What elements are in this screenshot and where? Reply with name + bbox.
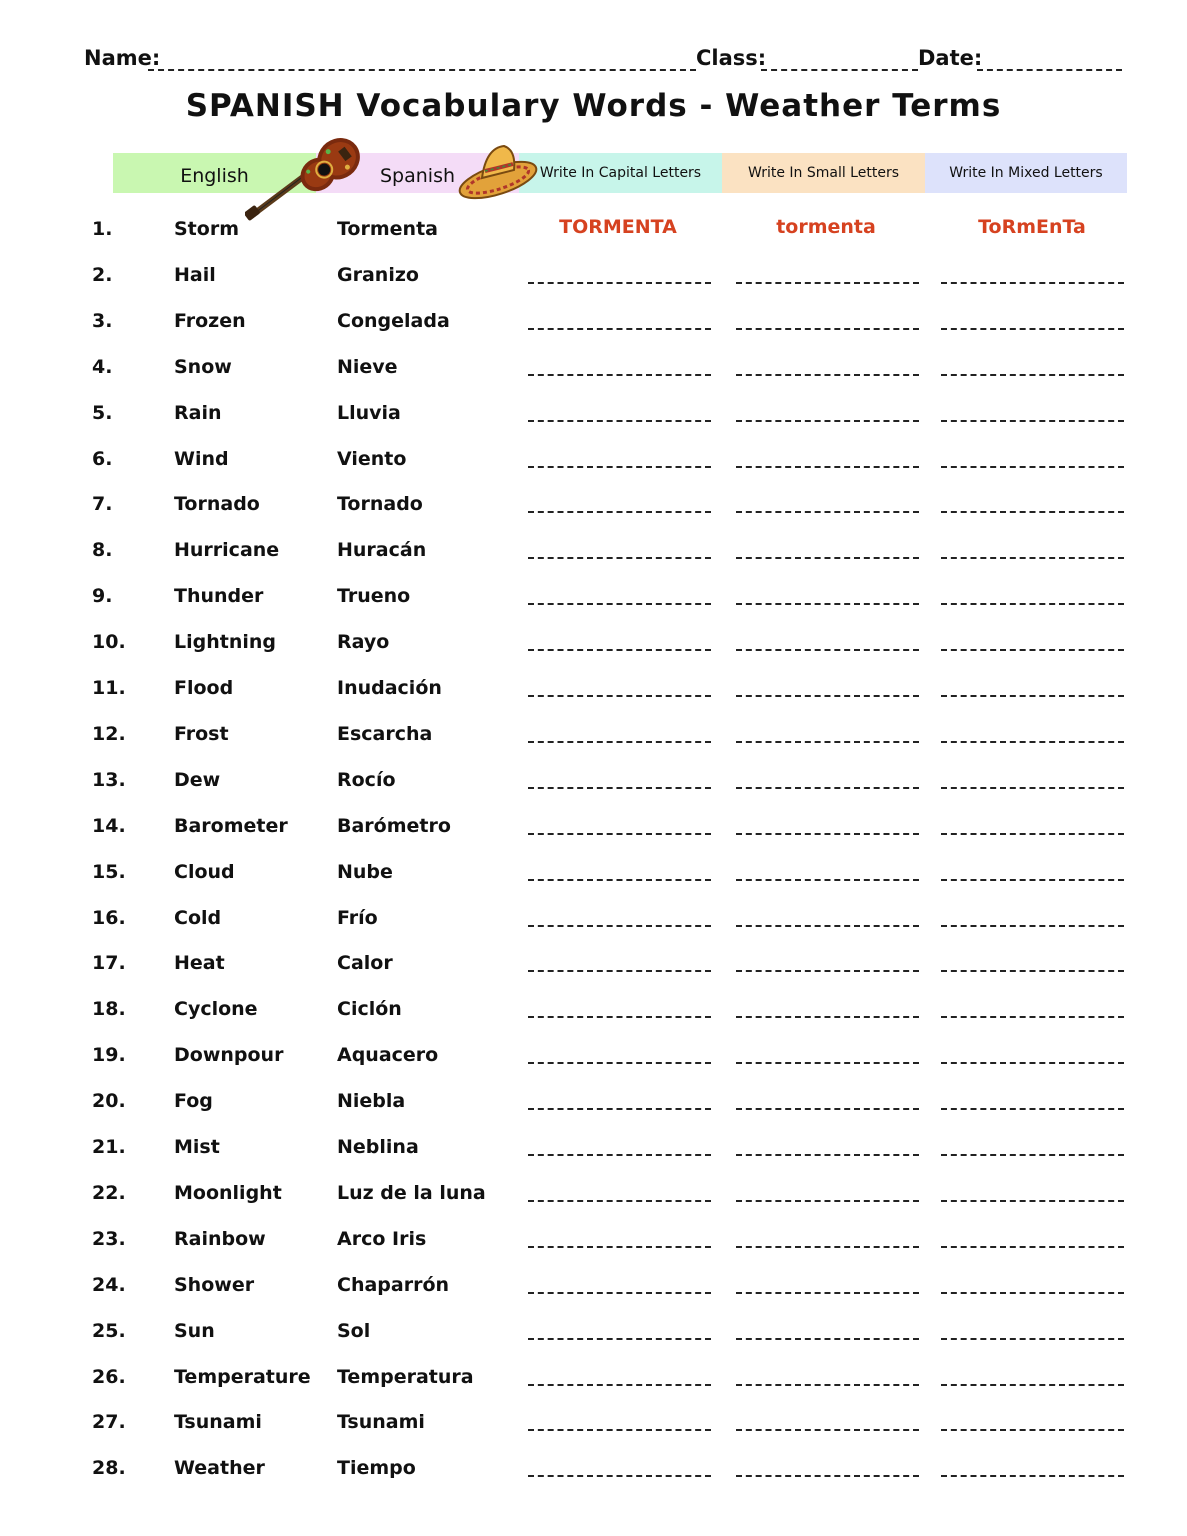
vocab-row (0, 715, 1187, 755)
small-letters-blank[interactable] (736, 925, 919, 927)
spanish-word: Frío (337, 906, 378, 929)
capital-letters-blank[interactable] (528, 787, 711, 789)
vocab-row (0, 485, 1187, 525)
english-word: Downpour (174, 1044, 284, 1067)
vocab-row (0, 348, 1187, 388)
row-number: 3. (92, 309, 113, 332)
name-label: Name: (84, 46, 161, 70)
english-word: Cyclone (174, 998, 258, 1021)
mixed-letters-blank[interactable] (941, 1016, 1124, 1018)
mixed-letters-blank[interactable] (941, 603, 1124, 605)
small-letters-blank[interactable] (736, 1475, 919, 1477)
mixed-letters-blank[interactable] (941, 1429, 1124, 1431)
capital-letters-blank[interactable] (528, 1429, 711, 1431)
small-letters-blank[interactable] (736, 511, 919, 513)
vocab-row (0, 1312, 1187, 1352)
small-letters-blank[interactable] (736, 1108, 919, 1110)
capital-letters-blank[interactable] (528, 1062, 711, 1064)
small-letters-blank[interactable] (736, 557, 919, 559)
small-letters-blank[interactable] (736, 1246, 919, 1248)
vocab-row (0, 1036, 1187, 1076)
capital-letters-blank[interactable] (528, 511, 711, 513)
capital-letters-blank[interactable] (528, 374, 711, 376)
spanish-word: Neblina (337, 1136, 419, 1158)
english-column-header: English (113, 153, 316, 193)
capital-letters-column-header: Write In Capital Letters (519, 153, 722, 193)
spanish-word: Rayo (337, 631, 390, 654)
vocab-row (0, 256, 1187, 296)
capital-letters-blank[interactable] (528, 1200, 711, 1202)
row-number: 23. (92, 1227, 126, 1250)
vocab-row (0, 577, 1187, 617)
mixed-letters-blank[interactable] (941, 282, 1124, 284)
english-word: Hurricane (174, 539, 280, 562)
small-letters-blank[interactable] (736, 970, 919, 972)
small-letters-blank[interactable] (736, 374, 919, 376)
mixed-letters-blank[interactable] (941, 741, 1124, 743)
small-letters-column-header: Write In Small Letters (722, 153, 925, 193)
mixed-letters-blank[interactable] (941, 557, 1124, 559)
english-word: Tornado (174, 493, 260, 516)
small-letters-blank[interactable] (736, 1154, 919, 1156)
vocab-row (0, 669, 1187, 709)
capital-letters-blank[interactable] (528, 833, 711, 835)
capital-letters-blank[interactable] (528, 1384, 711, 1386)
spanish-word: Aquacero (337, 1044, 439, 1067)
vocab-row (0, 944, 1187, 984)
spanish-column-header: Spanish (316, 153, 519, 193)
capital-letters-blank[interactable] (528, 649, 711, 651)
row-number: 21. (92, 1136, 126, 1158)
english-word: Tsunami (174, 1411, 262, 1434)
small-letters-blank[interactable] (736, 1016, 919, 1018)
english-word: Flood (174, 677, 234, 699)
mixed-letters-blank[interactable] (941, 1292, 1124, 1294)
vocab-row (0, 1082, 1187, 1122)
example-small-letters: tormenta (776, 216, 876, 238)
spanish-word: Viento (337, 447, 407, 470)
english-word: Sun (174, 1319, 215, 1342)
spanish-word: Chaparrón (337, 1273, 450, 1296)
example-capital-letters: TORMENTA (559, 216, 677, 238)
capital-letters-blank[interactable] (528, 741, 711, 743)
row-number: 8. (92, 539, 113, 562)
row-number: 28. (92, 1457, 126, 1480)
row-number: 16. (92, 906, 126, 929)
small-letters-blank[interactable] (736, 879, 919, 881)
sombrero-icon (456, 138, 542, 202)
mixed-letters-blank[interactable] (941, 925, 1124, 927)
spanish-word: Calor (337, 952, 393, 975)
row-number: 18. (92, 998, 126, 1021)
spanish-word: Luz de la luna (337, 1181, 486, 1204)
english-word: Cloud (174, 860, 235, 883)
mixed-letters-blank[interactable] (941, 1338, 1124, 1340)
mixed-letters-blank[interactable] (941, 1200, 1124, 1202)
capital-letters-blank[interactable] (528, 925, 711, 927)
small-letters-blank[interactable] (736, 420, 919, 422)
spanish-word: Granizo (337, 263, 419, 286)
date-field[interactable] (977, 69, 1122, 71)
row-number: 7. (92, 493, 113, 516)
example-mixed-letters: ToRmEnTa (978, 216, 1086, 238)
small-letters-blank[interactable] (736, 466, 919, 468)
spanish-word: Rocío (337, 768, 396, 791)
english-word: Fog (174, 1090, 213, 1113)
english-word: Frost (174, 722, 229, 745)
vocab-row (0, 1449, 1187, 1489)
vocab-row (0, 1403, 1187, 1443)
row-number: 12. (92, 722, 126, 745)
vocab-row (0, 1174, 1187, 1214)
capital-letters-blank[interactable] (528, 557, 711, 559)
capital-letters-blank[interactable] (528, 1475, 711, 1477)
page-title: SPANISH Vocabulary Words - Weather Terms (185, 88, 1002, 124)
class-field[interactable] (761, 69, 918, 71)
small-letters-blank[interactable] (736, 328, 919, 330)
row-number: 10. (92, 631, 126, 654)
class-label: Class: (696, 46, 767, 70)
row-number: 22. (92, 1181, 126, 1204)
capital-letters-blank[interactable] (528, 1154, 711, 1156)
small-letters-blank[interactable] (736, 787, 919, 789)
spanish-word: Huracán (337, 539, 427, 562)
mixed-letters-blank[interactable] (941, 787, 1124, 789)
spanish-word: Tsunami (337, 1411, 425, 1434)
spanish-word: Barómetro (337, 814, 451, 837)
spanish-word: Congelada (337, 309, 450, 332)
capital-letters-blank[interactable] (528, 695, 711, 697)
row-number: 15. (92, 860, 126, 883)
row-number: 2. (92, 263, 113, 286)
mixed-letters-blank[interactable] (941, 649, 1124, 651)
small-letters-blank[interactable] (736, 282, 919, 284)
spanish-word: Escarcha (337, 722, 433, 745)
english-word: Shower (174, 1273, 255, 1296)
mixed-letters-blank[interactable] (941, 420, 1124, 422)
mixed-letters-blank[interactable] (941, 695, 1124, 697)
mixed-letters-blank[interactable] (941, 1062, 1124, 1064)
vocab-row (0, 1266, 1187, 1306)
vocab-row (0, 899, 1187, 939)
small-letters-blank[interactable] (736, 695, 919, 697)
spanish-word: Tormenta (337, 218, 438, 240)
small-letters-blank[interactable] (736, 1062, 919, 1064)
mixed-letters-blank[interactable] (941, 1246, 1124, 1248)
spanish-word: Arco Iris (337, 1227, 427, 1250)
mixed-letters-blank[interactable] (941, 1384, 1124, 1386)
spanish-word: Trueno (337, 585, 411, 608)
vocab-row (0, 761, 1187, 801)
english-word: Moonlight (174, 1181, 282, 1204)
row-number: 13. (92, 768, 126, 791)
row-number: 4. (92, 355, 113, 378)
mixed-letters-blank[interactable] (941, 328, 1124, 330)
capital-letters-blank[interactable] (528, 328, 711, 330)
row-number: 1. (92, 218, 113, 240)
english-word: Rainbow (174, 1227, 266, 1250)
spanish-word: Temperatura (337, 1365, 474, 1388)
vocab-row (0, 853, 1187, 893)
mixed-letters-blank[interactable] (941, 833, 1124, 835)
spanish-word: Sol (337, 1319, 371, 1342)
small-letters-blank[interactable] (736, 741, 919, 743)
student-info-line (84, 46, 1124, 76)
vocab-row (0, 807, 1187, 847)
english-word: Snow (174, 355, 232, 378)
vocab-row (0, 440, 1187, 480)
capital-letters-blank[interactable] (528, 1338, 711, 1340)
english-word: Dew (174, 768, 221, 791)
row-number: 19. (92, 1044, 126, 1067)
english-word: Cold (174, 906, 222, 929)
small-letters-blank[interactable] (736, 1384, 919, 1386)
mixed-letters-blank[interactable] (941, 879, 1124, 881)
spanish-word: Lluvia (337, 401, 401, 424)
mixed-letters-column-header: Write In Mixed Letters (925, 153, 1127, 193)
capital-letters-blank[interactable] (528, 970, 711, 972)
english-word: Heat (174, 952, 225, 975)
small-letters-blank[interactable] (736, 1200, 919, 1202)
vocab-row (0, 531, 1187, 571)
english-word: Lightning (174, 631, 276, 654)
capital-letters-blank[interactable] (528, 1016, 711, 1018)
capital-letters-blank[interactable] (528, 1246, 711, 1248)
row-number: 17. (92, 952, 126, 975)
row-number: 20. (92, 1090, 126, 1113)
spanish-word: Ciclón (337, 998, 402, 1021)
small-letters-blank[interactable] (736, 833, 919, 835)
mixed-letters-blank[interactable] (941, 466, 1124, 468)
vocab-row (0, 394, 1187, 434)
vocab-row (0, 1128, 1187, 1168)
row-number: 6. (92, 447, 113, 470)
vocab-row (0, 302, 1187, 342)
english-word: Frozen (174, 309, 246, 332)
mixed-letters-blank[interactable] (941, 1154, 1124, 1156)
small-letters-blank[interactable] (736, 603, 919, 605)
row-number: 26. (92, 1365, 126, 1388)
mixed-letters-blank[interactable] (941, 1108, 1124, 1110)
vocab-row (0, 1220, 1187, 1260)
capital-letters-blank[interactable] (528, 420, 711, 422)
vocab-row (0, 990, 1187, 1030)
spanish-word: Tiempo (337, 1457, 416, 1480)
english-word: Mist (174, 1136, 220, 1158)
mixed-letters-blank[interactable] (941, 970, 1124, 972)
row-number: 14. (92, 814, 126, 837)
date-label: Date: (918, 46, 983, 70)
english-word: Temperature (174, 1365, 311, 1388)
small-letters-blank[interactable] (736, 1429, 919, 1431)
capital-letters-blank[interactable] (528, 1292, 711, 1294)
english-word: Weather (174, 1457, 265, 1480)
mixed-letters-blank[interactable] (941, 511, 1124, 513)
capital-letters-blank[interactable] (528, 466, 711, 468)
vocab-row (0, 1358, 1187, 1398)
row-number: 11. (92, 677, 126, 699)
capital-letters-blank[interactable] (528, 879, 711, 881)
english-word: Hail (174, 263, 216, 286)
english-word: Rain (174, 401, 222, 424)
english-word: Barometer (174, 814, 288, 837)
row-number: 9. (92, 585, 113, 608)
spanish-word: Nube (337, 860, 393, 883)
small-letters-blank[interactable] (736, 649, 919, 651)
mixed-letters-blank[interactable] (941, 374, 1124, 376)
spanish-word: Niebla (337, 1090, 406, 1113)
spanish-word: Tornado (337, 493, 423, 516)
capital-letters-blank[interactable] (528, 603, 711, 605)
english-word: Storm (174, 218, 239, 240)
row-number: 25. (92, 1319, 126, 1342)
english-word: Thunder (174, 585, 264, 608)
name-field[interactable] (148, 69, 696, 71)
vocab-row (0, 623, 1187, 663)
mixed-letters-blank[interactable] (941, 1475, 1124, 1477)
english-word: Wind (174, 447, 229, 470)
spanish-word: Nieve (337, 355, 398, 378)
spanish-word: Inudación (337, 677, 442, 699)
small-letters-blank[interactable] (736, 1292, 919, 1294)
row-number: 27. (92, 1411, 126, 1434)
capital-letters-blank[interactable] (528, 1108, 711, 1110)
row-number: 24. (92, 1273, 126, 1296)
vocab-row (0, 210, 1187, 250)
small-letters-blank[interactable] (736, 1338, 919, 1340)
capital-letters-blank[interactable] (528, 282, 711, 284)
row-number: 5. (92, 401, 113, 424)
